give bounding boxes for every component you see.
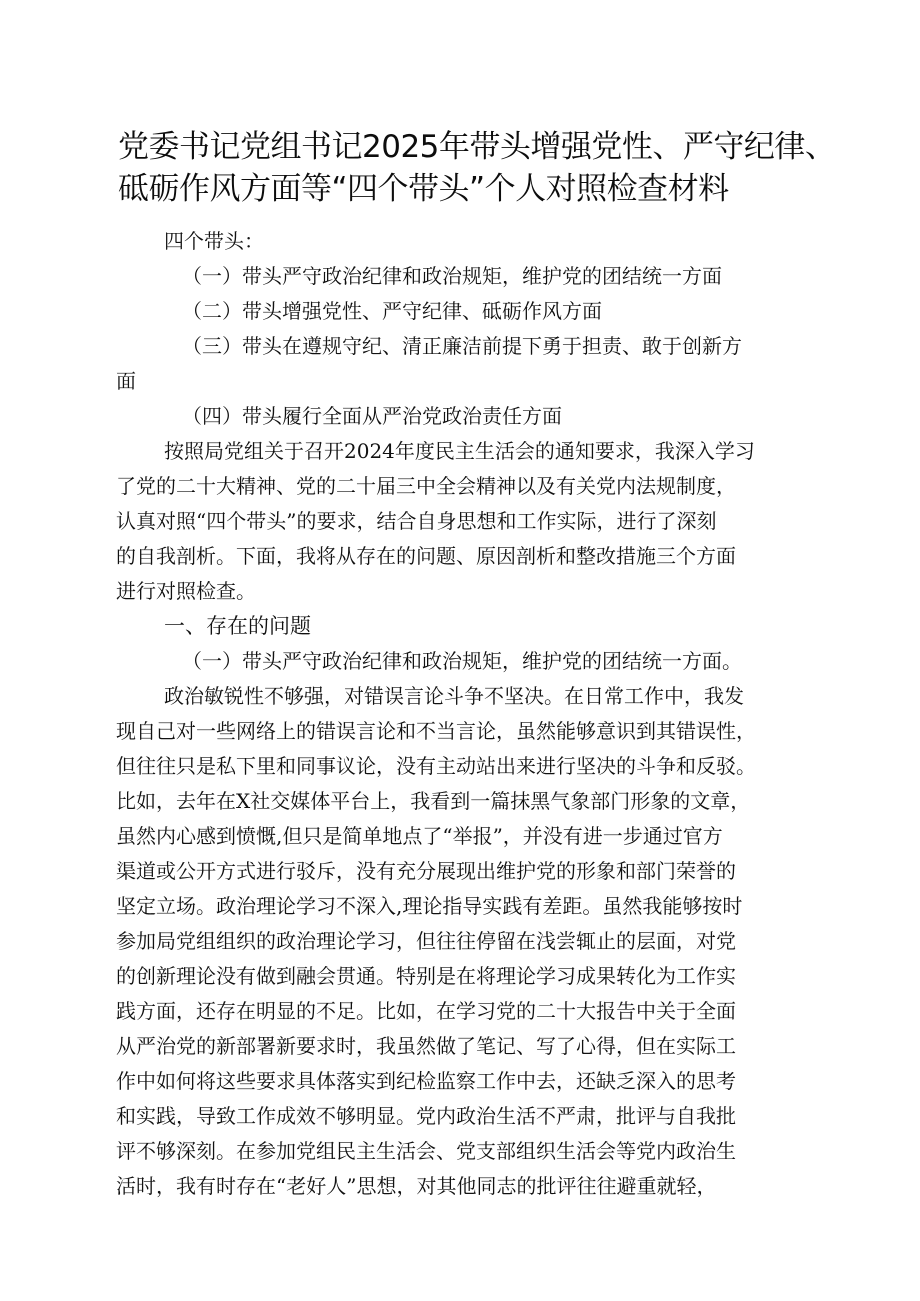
opening-line: 认真对照“四个带头”的要求，结合自身思想和工作实际，进行了深刻 bbox=[116, 509, 717, 533]
intro-item: （四）带头履行全面从严治党政治责任方面 bbox=[182, 404, 562, 428]
opening-line: 进行对照检查。 bbox=[116, 579, 256, 603]
paragraph-line: 和实践，导致工作成效不够明显。党内政治生活不严肃，批评与自我批 bbox=[116, 1104, 736, 1128]
opening-line: 的自我剖析。下面，我将从存在的问题、原因剖析和整改措施三个方面 bbox=[116, 544, 736, 568]
paragraph-line: 但往往只是私下里和同事议论，没有主动站出来进行坚决的斗争和反驳。 bbox=[116, 754, 756, 778]
opening-line: 了党的二十大精神、党的二十届三中全会精神以及有关党内法规制度， bbox=[116, 474, 736, 498]
section-subheading: （一）带头严守政治纪律和政治规矩，维护党的团结统一方面。 bbox=[182, 649, 742, 673]
intro-item: （二）带头增强党性、严守纪律、砥砺作风方面 bbox=[182, 299, 602, 323]
intro-item-continuation: 面 bbox=[116, 369, 136, 393]
paragraph-line: 的创新理论没有做到融会贯通。特别是在将理论学习成果转化为工作实 bbox=[116, 964, 736, 988]
paragraph-line: 渠道或公开方式进行驳斥，没有充分展现出维护党的形象和部门荣誉的 bbox=[116, 859, 736, 883]
opening-line: 按照局党组关于召开2024年度民主生活会的通知要求，我深入学习 bbox=[164, 439, 755, 463]
paragraph-line: 践方面，还存在明显的不足。比如，在学习党的二十大报告中关于全面 bbox=[116, 999, 736, 1023]
paragraph-line: 虽然内心感到愤慨,但只是简单地点了“举报”，并没有进一步通过官方 bbox=[116, 824, 723, 848]
intro-item: （三）带头在遵规守纪、清正廉洁前提下勇于担责、敢于创新方 bbox=[182, 334, 742, 358]
paragraph-line: 活时，我有时存在“老好人”思想，对其他同志的批评往往避重就轻， bbox=[116, 1174, 717, 1198]
document-title bbox=[118, 126, 878, 210]
intro-label: 四个带头： bbox=[164, 229, 264, 253]
paragraph-line: 比如，去年在X社交媒体平台上，我看到一篇抹黑气象部门形象的文章， bbox=[116, 789, 751, 813]
paragraph-line: 从严治党的新部署新要求时，我虽然做了笔记、写了心得，但在实际工 bbox=[116, 1034, 736, 1058]
paragraph-line: 政治敏锐性不够强，对错误言论斗争不坚决。在日常工作中，我发 bbox=[164, 684, 744, 708]
paragraph-line: 坚定立场。政治理论学习不深入,理论指导实践有差距。虽然我能够按时 bbox=[116, 894, 743, 918]
title-line-2: 砥砺作风方面等“四个带头”个人对照检查材料 bbox=[118, 171, 729, 207]
title-line-1: 党委书记党组书记2025年带头增强党性、严守纪律、 bbox=[118, 129, 836, 165]
paragraph-line: 评不够深刻。在参加党组民主生活会、党支部组织生活会等党内政治生 bbox=[116, 1139, 736, 1163]
section-heading: 一、存在的问题 bbox=[164, 614, 311, 638]
paragraph-line: 现自己对一些网络上的错误言论和不当言论，虽然能够意识到其错误性， bbox=[116, 719, 756, 743]
paragraph-line: 参加局党组组织的政治理论学习，但往往停留在浅尝辄止的层面，对党 bbox=[116, 929, 736, 953]
document-body bbox=[116, 224, 834, 1204]
paragraph-line: 作中如何将这些要求具体落实到纪检监察工作中去，还缺乏深入的思考 bbox=[116, 1069, 736, 1093]
intro-item: （一）带头严守政治纪律和政治规矩，维护党的团结统一方面 bbox=[182, 264, 722, 288]
